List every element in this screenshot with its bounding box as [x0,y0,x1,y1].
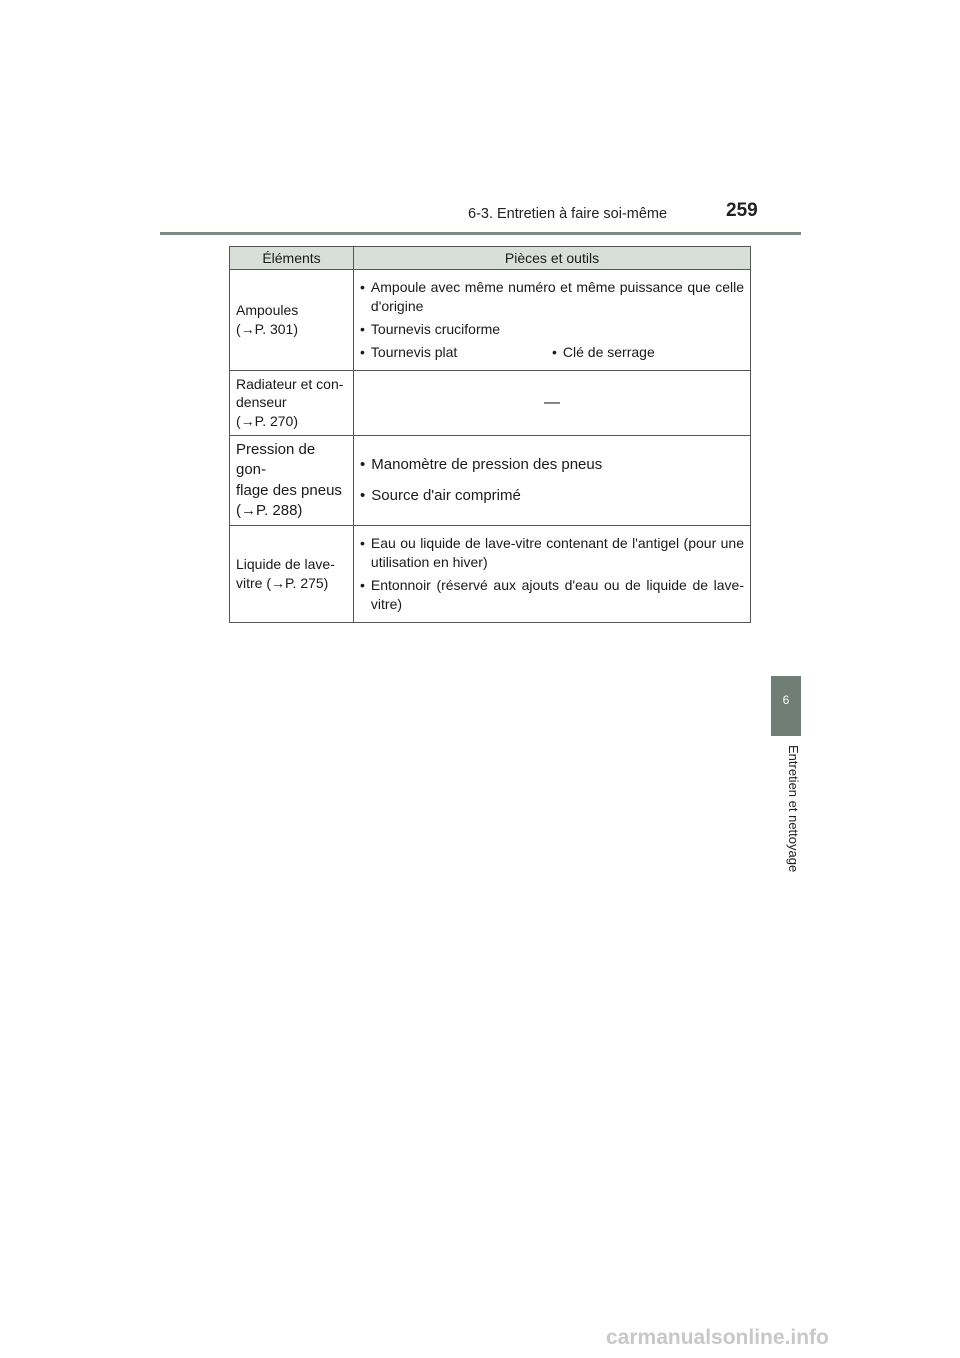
table-row [230,436,751,526]
item-cell [230,526,354,623]
page-reference: (→P. 270) [236,413,298,430]
page-number: 259 [726,200,758,221]
bullet: • [360,486,366,504]
chapter-tab: 6 [771,676,801,736]
item-cell [230,436,354,526]
bullet: • [360,343,365,360]
watermark: carmanualsonline.info [606,1326,829,1349]
maintenance-table [229,246,751,623]
item-name: Ampoules [236,301,299,318]
item-name: denseur [236,394,287,411]
bullet: • [360,535,365,552]
tool-text: Entonnoir (réservé aux ajouts d'eau ou de liquide de lave-vitre) [370,577,744,612]
bullet: • [360,279,365,295]
tool-item [360,343,552,362]
table-header-row [230,247,751,270]
tool-item [360,278,744,316]
tool-text: Tournevis cruciforme [370,320,501,337]
item-name: Radiateur et con- [236,375,344,392]
tool-item-pair [360,343,744,362]
tool-text: Eau ou liquide de lave-vitre contenant de l'antigel (pour une utilisation en hiver) [370,535,744,571]
bullet: • [360,577,365,594]
tool-item [360,486,744,506]
item-name: Liquide de lave- [236,556,335,573]
page-reference: vitre (→P. 275) [236,575,329,592]
tool-text: Ampoule avec même numéro et même puissance que celle d'origine [370,279,744,314]
item-name: flage des pneus [236,481,342,499]
bullet: • [552,343,557,360]
bullet: • [360,320,365,337]
bullet: • [360,456,366,474]
tool-text: Source d'air comprimé [371,486,521,504]
item-cell [230,370,354,436]
tools-cell [354,436,751,526]
tool-text: Clé de serrage [562,343,655,360]
tools-cell [354,526,751,623]
table-row [230,270,751,371]
tool-text: Manomètre de pression des pneus [371,456,603,474]
page-reference: (→P. 301) [236,320,298,337]
item-name: Pression de gon- [236,441,316,479]
column-header-items: Éléments [230,247,354,270]
table-row [230,370,751,436]
tool-item [360,576,744,614]
table-row [230,526,751,623]
tools-cell [354,270,751,371]
item-cell [230,270,354,371]
page-reference: (→P. 288) [236,501,303,519]
tool-item [552,343,744,362]
column-header-tools: Pièces et outils [354,247,751,270]
chapter-label: Entretien et nettoyage [786,745,801,873]
tool-item [360,534,744,572]
section-title: 6-3. Entretien à faire soi-même [468,206,668,222]
header-divider [160,232,801,235]
tool-text: Tournevis plat [370,343,458,360]
tools-cell: — [354,370,751,436]
tool-item [360,320,744,339]
tool-item [360,455,744,475]
